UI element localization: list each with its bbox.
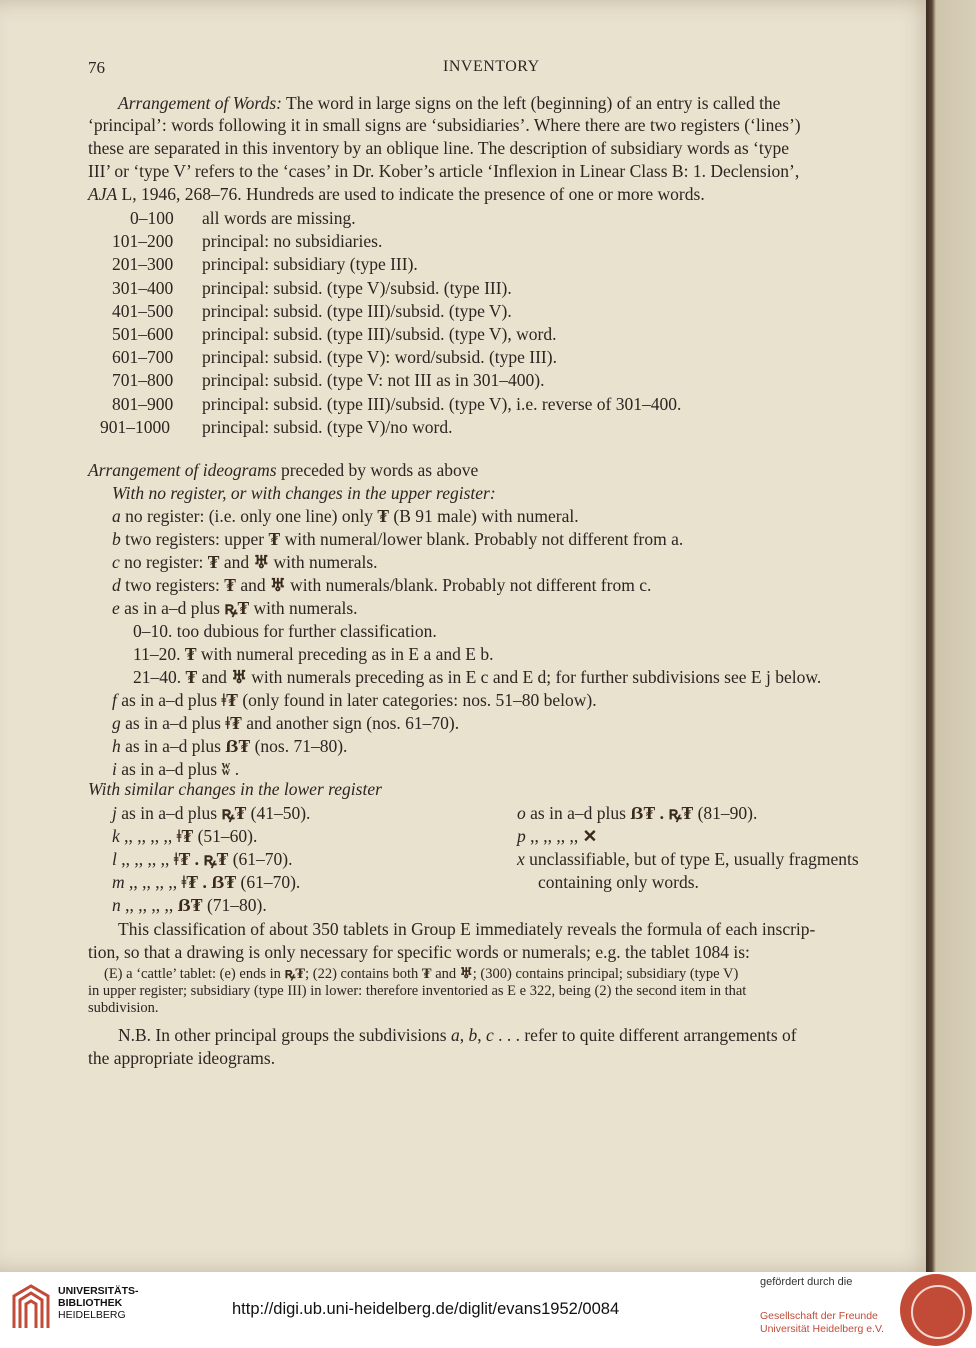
entry-key: i [112,759,117,779]
ideogram-line: f as in a–d plus ǂ₮ (only found in later categories: nos. 51–80 below). [112,690,597,710]
range-description: principal: subsid. (type III)/subsid. (type V), i.e. reverse of 301–400. [202,393,682,414]
range-value: 201–300 [112,254,174,275]
ideogram-line: a no register: (i.e. only one line) only ₮ (B 91 male) with numeral. [112,506,579,526]
range-description: principal: no subsidiaries. [202,231,383,252]
ideogram-line: e as in a–d plus ꝶ₮ with numerals. [112,598,358,618]
example-line: in upper register; subsidiary (type III) in lower: therefore inventoried as E e 322, being (2) the second item in that [88,983,747,999]
entry-key: e [112,598,120,618]
ideogram-line: j as in a–d plus ꝶ₮ (41–50). [112,803,311,823]
ideogram-line: h as in a–d plus ẞ₮ (nos. 71–80). [112,736,348,756]
library-name: UNIVERSITÄTS- BIBLIOTHEK HEIDELBERG [58,1285,139,1321]
range-description: principal: subsid. (type V)/no word. [202,416,453,437]
man-ideogram-icon: ₮ [421,966,432,982]
ideogram-heading: Arrangement of ideograms preceded by words as above [88,460,479,480]
example-line: subdivision. [88,1000,159,1016]
intro-line: III’ or ‘type V’ refers to the ‘cases’ in Dr. Kober’s article ‘Inflexion in Linear Class B: 1. Declension’, [88,161,800,181]
nb-line: the appropriate ideograms. [88,1048,276,1068]
man-ideogram-icon: ₮ [185,667,198,687]
ideogram-sign-icon: ₮ [224,575,236,595]
ideogram-sign-icon: ₮ [268,529,281,549]
range-description: principal: subsidiary (type III). [202,254,418,275]
entry-key: k [112,826,120,846]
range-description: principal: subsid. (type V): word/subsid. (type III). [202,347,557,368]
ideogram-line: c no register: ₮ and ♅ with numerals. [112,552,378,572]
range-description: all words are missing. [202,208,356,228]
source-url-link[interactable]: http://digi.ub.uni-heidelberg.de/diglit/evans1952/0084 [232,1300,620,1318]
ideogram-sign-icon: ✕ [582,826,598,846]
ideogram-subheading: With no register, or with changes in the upper register: [112,483,496,503]
ideogram-sign-icon: ǂ₮ . ꝶ₮ [173,849,229,869]
entry-key: b [112,529,121,549]
ideogram-line: i as in a–d plus ʬ . [112,759,240,779]
ideogram-sign-icon: ẞ₮ . ꝶ₮ [630,803,694,823]
ideogram-sign-icon: ꝶ₮ [224,598,250,618]
intro-line: AJA L, 1946, 268–76. Hundreds are used to indicate the presence of one or more words. [88,184,705,204]
range-description: principal: subsid. (type V)/subsid. (type III). [202,277,512,298]
ideogram-line: p ,, ,, ,, ,, ✕ [517,826,598,846]
page-number: 76 [88,58,105,77]
entry-key: c [112,552,120,572]
entry-key: x [517,849,525,869]
ideogram-line: containing only words. [538,872,699,892]
range-description: principal: subsid. (type III)/subsid. (type V). [202,300,512,321]
ideogram-sign-icon: ꝶ₮ [221,803,247,823]
entry-key: o [517,803,526,823]
ideogram-line: d two registers: ₮ and ♅ with numerals/blank. Probably not different from c. [112,575,652,595]
sub-e-line: 21–40. ₮ and ♅ with numerals preceding as in E c and E d; for further subdivisions see E j below. [133,667,822,687]
nb-line: N.B. In other principal groups the subdivisions a, b, c . . . refer to quite different arrangements of [118,1025,797,1045]
ideogram-sign-icon: ǂ₮ [221,690,238,710]
ideogram-line: l ,, ,, ,, ,, ǂ₮ . ꝶ₮ (61–70). [112,849,293,869]
ideogram-line: n ,, ,, ,, ,, ẞ₮ (71–80). [112,895,267,915]
entry-key: g [112,713,121,733]
closing-line: tion, so that a drawing is only necessary for specific words or numerals; e.g. the tablet 1084 is: [88,942,750,962]
intro-line: Arrangement of Words: The word in large signs on the left (beginning) of an entry is called the [118,93,781,113]
entry-key: j [112,803,117,823]
ideogram-sign-icon: ♅ [270,575,286,595]
ideogram-line: b two registers: upper ₮ with numeral/lower blank. Probably not different from a. [112,529,684,549]
ideogram-sign-icon: ʬ [221,759,231,779]
ideogram-sign-icon: ẞ₮ [177,895,203,915]
lower-register-heading: With similar changes in the lower register [88,779,382,799]
entry-key: h [112,736,121,756]
combo-ideogram-icon: ꝶ₮ [284,966,306,982]
range-value: 301–400 [112,277,174,298]
range-description: principal: subsid. (type V: not III as in 301–400). [202,370,545,391]
woman-ideogram-icon: ♅ [231,667,247,687]
seal-ring [911,1285,965,1339]
range-value: 601–700 [112,347,174,368]
range-value: 701–800 [112,370,174,391]
range-description: principal: subsid. (type III)/subsid. (type V), word. [202,324,557,344]
example-line: (E) a ‘cattle’ tablet: (e) ends in ꝶ₮; (22) contains both ₮ and ♅; (300) contains principal; subsidiary (type V) [104,966,739,982]
range-value: 801–900 [112,393,174,414]
ideogram-sign-icon: ǂ₮ [225,713,242,733]
ideogram-sign-icon: ẞ₮ [225,736,251,756]
ideogram-line: m ,, ,, ,, ,, ǂ₮ . ẞ₮ (61–70). [112,872,301,892]
entry-key: n [112,895,121,915]
ideogram-line: o as in a–d plus ẞ₮ . ꝶ₮ (81–90). [517,803,758,823]
man-ideogram-icon: ₮ [184,644,197,664]
ideogram-sign-icon: ǂ₮ . ẞ₮ [181,872,237,892]
funded-by-label: gefördert durch die [760,1276,853,1288]
closing-line: This classification of about 350 tablets in Group E immediately reveals the formula of each inscrip- [118,919,816,939]
sub-e-line: 11–20. ₮ with numeral preceding as in E a and E b. [133,644,494,664]
intro-line: ‘principal’: words following it in small signs are ‘subsidiaries’. Where there are two registers (‘lines’) [88,115,801,135]
range-value: 0–100 [130,208,174,228]
entry-key: f [112,690,117,710]
entry-key: l [112,849,117,869]
ideogram-sign-icon: ǂ₮ [176,826,194,846]
ideogram-line: g as in a–d plus ǂ₮ and another sign (nos. 61–70). [112,713,460,733]
page-gutter [926,0,976,1272]
range-value: 401–500 [112,300,174,321]
ideogram-line: x unclassifiable, but of type E, usually fragments [517,849,859,869]
range-value: 101–200 [112,231,174,252]
running-title: INVENTORY [443,58,540,75]
ideogram-sign-icon: ₮ [377,506,390,526]
entry-key: d [112,575,121,595]
entry-key: a [112,506,121,526]
woman-ideogram-icon: ♅ [459,966,473,982]
library-logo-icon [10,1284,52,1330]
sub-e-line: 0–10. too dubious for further classification. [133,621,437,641]
footer-bar [0,1272,976,1348]
ideogram-sign-icon: ₮ [207,552,220,572]
society-name: Gesellschaft der Freunde Universität Heidelberg e.V. [760,1310,884,1335]
ideogram-sign-icon: ♅ [253,552,270,572]
range-value: 501–600 [112,324,174,344]
range-value: 901–1000 [100,416,170,437]
intro-line: these are separated in this inventory by an oblique line. The description of subsidiary words as ‘type [88,138,789,158]
entry-key: m [112,872,125,892]
ideogram-line: k ,, ,, ,, ,, ǂ₮ (51–60). [112,826,258,846]
entry-key: p [517,826,526,846]
